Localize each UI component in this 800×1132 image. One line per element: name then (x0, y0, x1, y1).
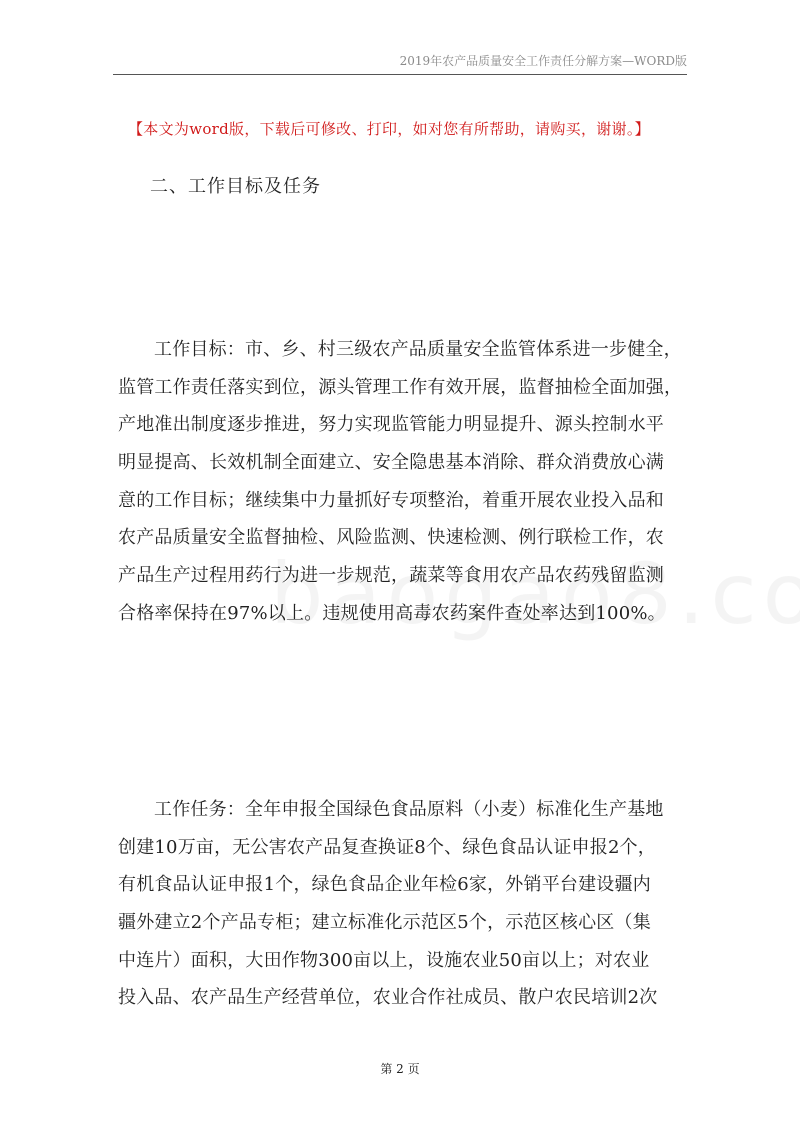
goal-paragraph (118, 331, 690, 633)
task-line: 投入品、农产品生产经营单位，农业合作社成员、散户农民培训2次 (118, 987, 658, 1009)
goal-line: 产地准出制度逐步推进，努力实现监管能力明显提升、源头控制水平 (118, 414, 664, 436)
task-line: 工作任务：全年申报全国绿色食品原料（小麦）标准化生产基地 (154, 799, 664, 820)
goal-line: 监管工作责任落实到位，源头管理工作有效开展，监督抽检全面加强， (118, 376, 683, 398)
task-line: 有机食品认证申报1个，绿色食品企业年检6家，外销平台建设疆内 (118, 874, 651, 896)
goal-line: 意的工作目标；继续集中力量抓好专项整治，着重开展农业投入品和 (118, 489, 664, 511)
section-heading: 二、工作目标及任务 (150, 176, 321, 197)
goal-line: 工作目标：市、乡、村三级农产品质量安全监管体系进一步健全， (154, 339, 682, 360)
task-line: 中连片）面积，大田作物300亩以上，设施农业50亩以上；对农业 (118, 949, 650, 971)
task-line: 疆外建立2个产品专柜；建立标准化示范区5个，示范区核心区（集 (118, 912, 651, 934)
goal-line: 合格率保持在97%以上。违规使用高毒农药案件查处率达到100%。 (118, 602, 666, 624)
goal-line: 农产品质量安全监督抽检、风险监测、快速检测、例行联检工作，农 (118, 527, 664, 549)
task-line: 创建10万亩，无公害农产品复查换证8个、绿色食品认证申报2个， (118, 836, 657, 858)
task-paragraph (118, 791, 690, 1017)
goal-line: 产品生产过程用药行为进一步规范，蔬菜等食用农产品农药残留监测 (118, 565, 664, 587)
purchase-notice: 【本文为word版，下载后可修改、打印，如对您有所帮助，请购买，谢谢。】 (128, 120, 650, 138)
page-number: 第 2 页 (380, 1062, 420, 1076)
page-header: 2019年农产品质量安全工作责任分解方案—WORD版 (113, 52, 687, 75)
goal-line: 明显提高、长效机制全面建立、安全隐患基本消除、群众消费放心满 (118, 452, 664, 474)
